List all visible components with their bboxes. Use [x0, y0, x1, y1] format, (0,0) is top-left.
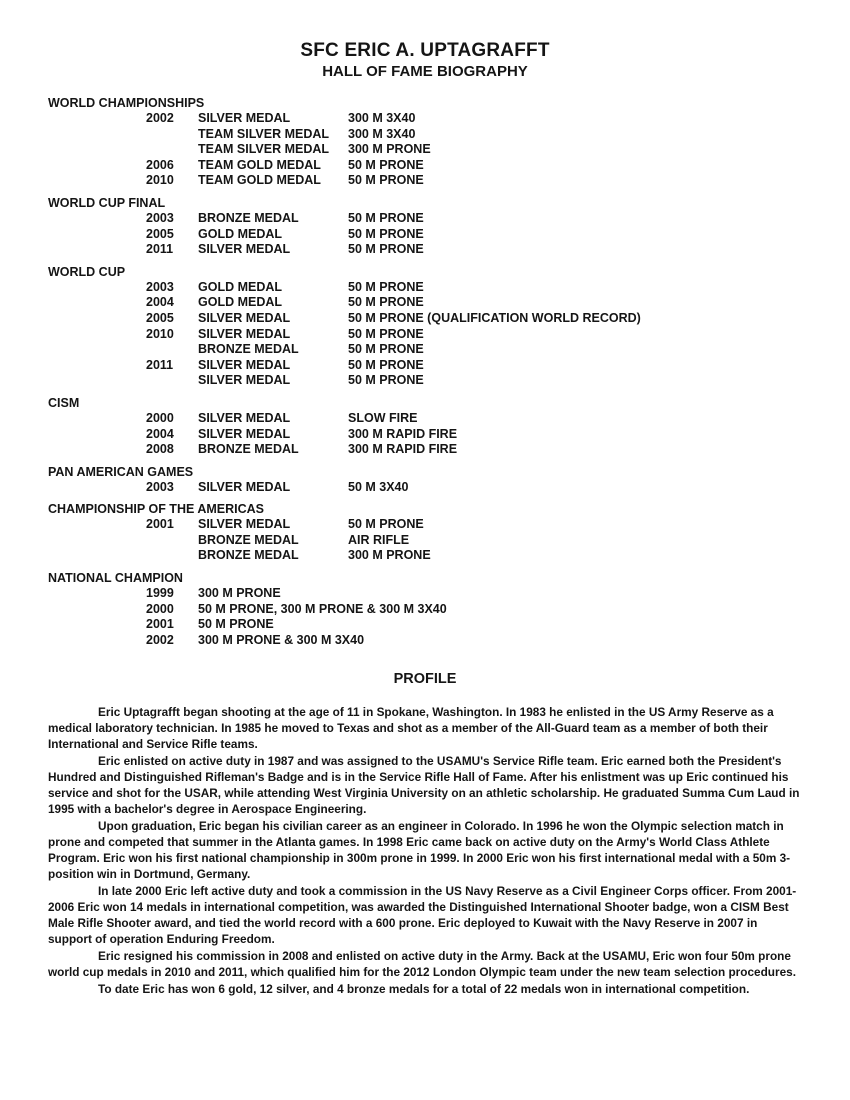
award-row [48, 227, 808, 243]
award-year: 2001 [146, 517, 174, 532]
award-medal: SILVER MEDAL [198, 426, 291, 441]
award-year: 2011 [146, 357, 174, 372]
award-event: 50 M PRONE [348, 242, 424, 257]
section-title: PAN AMERICAN GAMES [48, 464, 194, 479]
profile-paragraph: Upon graduation, Eric began his civilian career as an engineer in Colorado. In 1996 he won the Olympic selection match in prone and competed that summer in the Atlanta games. In 1998 Eric came back on active duty on the Army's World Class Athlete Program. Eric won his first national championship in 300m prone in 1999. In 2000 Eric won his first international medal with a 50m 3-position win in Dortmund, Germany. [48, 819, 791, 881]
award-year: 2000 [146, 410, 174, 425]
award-event: 50 M PRONE [348, 373, 424, 388]
award-year: 2003 [146, 210, 174, 225]
profile-paragraph: Eric resigned his commission in 2008 and enlisted on active duty in the Army. Back at the USAMU, Eric won four 50m prone world cup medals in 2010 and 2011, which qualified him for the 2012 London Olympic team under the new team selection procedures. [48, 949, 796, 979]
award-event: 50 M PRONE [348, 342, 424, 357]
award-event: AIR RIFLE [348, 532, 410, 547]
award-medal: SILVER MEDAL [198, 373, 291, 388]
award-medal: SILVER MEDAL [198, 410, 291, 425]
award-event: 300 M PRONE [348, 142, 431, 157]
award-section [48, 195, 808, 258]
award-row [48, 633, 808, 649]
award-event: 50 M PRONE [348, 226, 424, 241]
award-year: 2003 [146, 479, 174, 494]
award-row [48, 127, 808, 143]
award-year: 2002 [146, 632, 174, 647]
award-medal: BRONZE MEDAL [198, 342, 299, 357]
award-section [48, 264, 808, 389]
award-medal: TEAM GOLD MEDAL [198, 157, 321, 172]
award-medal: BRONZE MEDAL [198, 532, 299, 547]
award-event: 50 M PRONE [348, 517, 424, 532]
award-year: 2008 [146, 442, 174, 457]
profile-paragraph: Eric Uptagrafft began shooting at the age of 11 in Spokane, Washington. In 1983 he enlisted in the US Army Reserve as a medical laboratory technician. In 1985 he moved to Texas and shot as a member of the All-Guard team as a member of both their International and Service Rifle teams. [48, 705, 774, 751]
profile-heading: PROFILE [393, 671, 457, 687]
award-year: 2011 [146, 242, 174, 257]
award-event: 50 M PRONE [348, 295, 424, 310]
award-event: SLOW FIRE [348, 410, 418, 425]
award-event: 50 M 3X40 [348, 479, 409, 494]
award-row [48, 327, 808, 343]
award-row [48, 602, 808, 618]
award-event: 50 M PRONE [348, 279, 424, 294]
award-medal: BRONZE MEDAL [198, 210, 299, 225]
page-title: SFC ERIC A. UPTAGRAFFT [300, 40, 550, 61]
award-row [48, 173, 808, 189]
award-section [48, 95, 808, 189]
award-section [48, 570, 808, 648]
awards-list [48, 95, 808, 654]
award-event: 50 M PRONE [348, 173, 424, 188]
award-year: 2000 [146, 601, 174, 616]
award-year: 2004 [146, 426, 174, 441]
award-medal: 300 M PRONE & 300 M 3X40 [198, 632, 365, 647]
award-year: 2010 [146, 326, 174, 341]
award-medal: GOLD MEDAL [198, 295, 283, 310]
award-year: 2006 [146, 157, 174, 172]
award-row [48, 142, 808, 158]
award-medal: SILVER MEDAL [198, 357, 291, 372]
award-row [48, 295, 808, 311]
profile-text [48, 704, 800, 998]
award-medal: 300 M PRONE [198, 586, 281, 601]
award-year: 2003 [146, 279, 174, 294]
award-medal: TEAM GOLD MEDAL [198, 173, 321, 188]
award-row [48, 342, 808, 358]
award-event: 50 M PRONE [348, 157, 424, 172]
award-row [48, 311, 808, 327]
award-row [48, 617, 808, 633]
award-event: 300 M RAPID FIRE [348, 442, 458, 457]
award-year: 2004 [146, 295, 174, 310]
section-title: WORLD CHAMPIONSHIPS [48, 96, 205, 110]
page-subtitle: HALL OF FAME BIOGRAPHY [322, 63, 528, 80]
award-row [48, 111, 808, 127]
award-row [48, 548, 808, 564]
award-row [48, 373, 808, 389]
award-medal: 50 M PRONE, 300 M PRONE & 300 M 3X40 [198, 601, 447, 616]
section-title: CISM [48, 395, 80, 410]
award-year: 2001 [146, 617, 174, 632]
award-medal: BRONZE MEDAL [198, 548, 299, 563]
award-medal: SILVER MEDAL [198, 111, 291, 125]
award-medal: SILVER MEDAL [198, 326, 291, 341]
award-medal: TEAM SILVER MEDAL [198, 142, 330, 157]
award-row [48, 517, 808, 533]
award-year: 2010 [146, 173, 174, 188]
award-event: 300 M RAPID FIRE [348, 426, 458, 441]
award-row [48, 427, 808, 443]
award-medal: SILVER MEDAL [198, 479, 291, 494]
award-event: 300 M PRONE [348, 548, 431, 563]
award-section [48, 395, 808, 458]
award-event: 50 M PRONE [348, 326, 424, 341]
award-medal: GOLD MEDAL [198, 226, 283, 241]
award-medal: 50 M PRONE [198, 617, 274, 632]
award-row [48, 533, 808, 549]
award-section [48, 464, 808, 496]
section-title: WORLD CUP [48, 264, 126, 279]
award-event: 50 M PRONE [348, 357, 424, 372]
award-event: 50 M PRONE (QUALIFICATION WORLD RECORD) [348, 310, 641, 325]
award-row [48, 442, 808, 458]
award-event: 50 M PRONE [348, 210, 424, 225]
award-row [48, 586, 808, 602]
award-row [48, 242, 808, 258]
section-title: WORLD CUP FINAL [48, 195, 166, 210]
award-section [48, 501, 808, 564]
award-medal: SILVER MEDAL [198, 517, 291, 532]
award-row [48, 358, 808, 374]
award-row [48, 411, 808, 427]
award-row [48, 211, 808, 227]
award-year: 1999 [146, 586, 174, 601]
award-row [48, 280, 808, 296]
section-title: CHAMPIONSHIP OF THE AMERICAS [48, 502, 264, 517]
award-year: 2005 [146, 226, 174, 241]
profile-paragraph: To date Eric has won 6 gold, 12 silver, and 4 bronze medals for a total of 22 medals won in international competition. [98, 982, 750, 996]
profile-paragraph: Eric enlisted on active duty in 1987 and was assigned to the USAMU's Service Rifle team. Eric earned both the President's Hundred and Distinguished Rifleman's Badge and is in the Service Rifle Hall of Fame. After his enlistment was up Eric continued his service and shot for the USAR, while attending West Virginia University on an athletic scholarship. He graduated Summa Cum Laud in 1995 with a bachelor's degree in Aerospace Engineering. [48, 754, 800, 816]
award-medal: SILVER MEDAL [198, 310, 291, 325]
award-medal: GOLD MEDAL [198, 279, 283, 294]
award-event: 300 M 3X40 [348, 111, 416, 125]
award-medal: BRONZE MEDAL [198, 442, 299, 457]
profile-paragraph: In late 2000 Eric left active duty and took a commission in the US Navy Reserve as a Civil Engineer Corps officer. From 2001-2006 Eric won 14 medals in international competition, was awarded the Distinguished International Shooter badge, won a CISM Best Male Rifle Shooter award, and tied the world record with a 600 prone. Eric deployed to Kuwait with the Navy Reserve in 2007 in support of operation Enduring Freedom. [48, 884, 797, 946]
award-medal: SILVER MEDAL [198, 242, 291, 257]
section-title: NATIONAL CHAMPION [48, 571, 183, 586]
award-year: 2002 [146, 111, 174, 125]
award-event: 300 M 3X40 [348, 126, 416, 141]
award-row [48, 480, 808, 496]
award-year: 2005 [146, 310, 174, 325]
award-row [48, 158, 808, 174]
award-medal: TEAM SILVER MEDAL [198, 126, 330, 141]
